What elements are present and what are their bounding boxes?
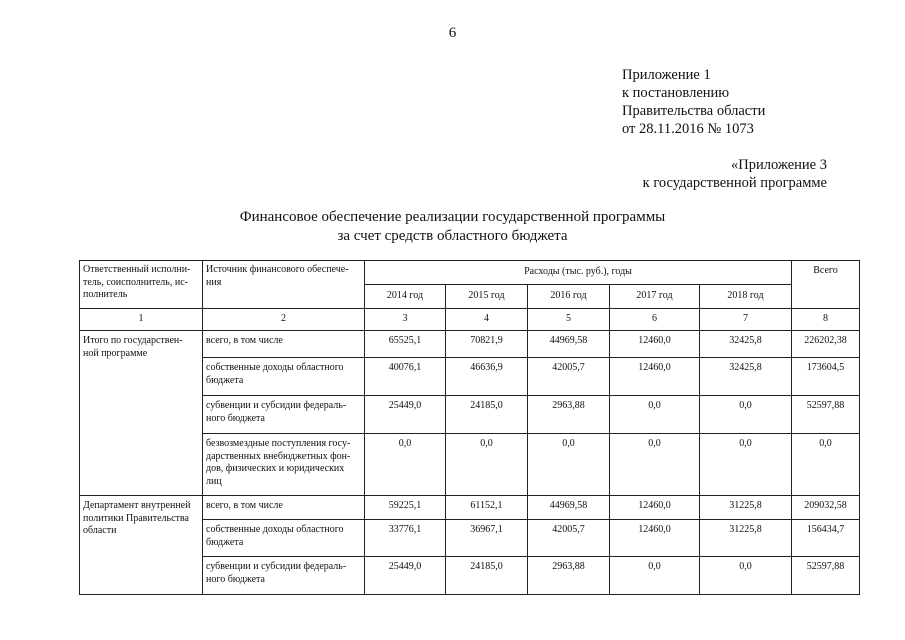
- value-cell: 12460,0: [610, 496, 700, 520]
- table-row: [80, 496, 860, 520]
- value-cell: 31225,8: [700, 496, 792, 520]
- value-cell: 36967,1: [446, 520, 528, 557]
- value-cell: 44969,58: [528, 331, 610, 358]
- column-number: 5: [528, 309, 610, 331]
- value-cell: 42005,7: [528, 358, 610, 396]
- total-cell: 209032,58: [792, 496, 860, 520]
- value-cell: 12460,0: [610, 520, 700, 557]
- value-cell: 2963,88: [528, 396, 610, 434]
- document-title: [0, 208, 905, 246]
- header-row: [80, 261, 860, 285]
- column-number-row: [80, 309, 860, 331]
- value-cell: 32425,8: [700, 358, 792, 396]
- source-cell: собственные доходы областного бюджета: [203, 520, 365, 557]
- responsible-cell: Департамент внутренней политики Правительства области: [80, 496, 203, 595]
- header-year: 2015 год: [446, 285, 528, 309]
- source-cell: субвенции и субсидии федераль- ного бюджета: [203, 557, 365, 595]
- value-cell: 0,0: [610, 434, 700, 496]
- total-cell: 52597,88: [792, 557, 860, 595]
- column-number: 3: [365, 309, 446, 331]
- program-appendix-reference: [620, 156, 827, 192]
- column-number: 4: [446, 309, 528, 331]
- header-year: 2014 год: [365, 285, 446, 309]
- source-cell: всего, в том числе: [203, 496, 365, 520]
- total-cell: 52597,88: [792, 396, 860, 434]
- value-cell: 0,0: [700, 434, 792, 496]
- value-cell: 70821,9: [446, 331, 528, 358]
- value-cell: 44969,58: [528, 496, 610, 520]
- value-cell: 12460,0: [610, 358, 700, 396]
- value-cell: 24185,0: [446, 557, 528, 595]
- appendix-line-1: Приложение 1: [622, 67, 711, 83]
- header-year: 2017 год: [610, 285, 700, 309]
- source-cell: безвозмездные поступления госу- дарственных внебюджетных фон- дов, физических и юридических лиц: [203, 434, 365, 496]
- header-source: Источник финансового обеспече- ния: [203, 261, 365, 309]
- value-cell: 0,0: [610, 396, 700, 434]
- document-title-line-1: Финансовое обеспечение реализации государственной программы: [239, 209, 666, 225]
- header-expenses: Расходы (тыс. руб.), годы: [365, 261, 792, 285]
- source-cell: субвенции и субсидии федераль- ного бюджета: [203, 396, 365, 434]
- appendix-reference: [622, 66, 765, 138]
- column-number: 2: [203, 309, 365, 331]
- value-cell: 40076,1: [365, 358, 446, 396]
- responsible-cell: Итого по государствен- ной программе: [80, 331, 203, 496]
- table-row: [80, 331, 860, 358]
- value-cell: 25449,0: [365, 396, 446, 434]
- value-cell: 32425,8: [700, 331, 792, 358]
- program-appendix-line-1: «Приложение 3: [731, 157, 827, 173]
- value-cell: 65525,1: [365, 331, 446, 358]
- value-cell: 33776,1: [365, 520, 446, 557]
- total-cell: 173604,5: [792, 358, 860, 396]
- value-cell: 0,0: [700, 396, 792, 434]
- value-cell: 2963,88: [528, 557, 610, 595]
- document-title-line-2: за счет средств областного бюджета: [337, 228, 568, 244]
- total-cell: 156434,7: [792, 520, 860, 557]
- header-total: Всего: [792, 261, 860, 309]
- column-number: 1: [80, 309, 203, 331]
- value-cell: 42005,7: [528, 520, 610, 557]
- value-cell: 0,0: [528, 434, 610, 496]
- value-cell: 31225,8: [700, 520, 792, 557]
- value-cell: 61152,1: [446, 496, 528, 520]
- source-cell: всего, в том числе: [203, 331, 365, 358]
- program-appendix-line-2: к государственной программе: [642, 175, 827, 191]
- source-cell: собственные доходы областного бюджета: [203, 358, 365, 396]
- value-cell: 25449,0: [365, 557, 446, 595]
- value-cell: 46636,9: [446, 358, 528, 396]
- appendix-line-4: от 28.11.2016 № 1073: [622, 121, 754, 137]
- page-number: 6: [448, 25, 457, 41]
- value-cell: 0,0: [610, 557, 700, 595]
- value-cell: 59225,1: [365, 496, 446, 520]
- total-cell: 0,0: [792, 434, 860, 496]
- appendix-line-3: Правительства области: [622, 103, 766, 119]
- appendix-line-2: к постановлению: [622, 85, 730, 101]
- header-year: 2018 год: [700, 285, 792, 309]
- column-number: 6: [610, 309, 700, 331]
- financing-table: [79, 260, 860, 595]
- column-number: 7: [700, 309, 792, 331]
- value-cell: 0,0: [700, 557, 792, 595]
- column-number: 8: [792, 309, 860, 331]
- header-year: 2016 год: [528, 285, 610, 309]
- value-cell: 0,0: [365, 434, 446, 496]
- total-cell: 226202,38: [792, 331, 860, 358]
- value-cell: 0,0: [446, 434, 528, 496]
- value-cell: 24185,0: [446, 396, 528, 434]
- header-responsible: Ответственный исполни- тель, соисполнитель, ис- полнитель: [80, 261, 203, 309]
- value-cell: 12460,0: [610, 331, 700, 358]
